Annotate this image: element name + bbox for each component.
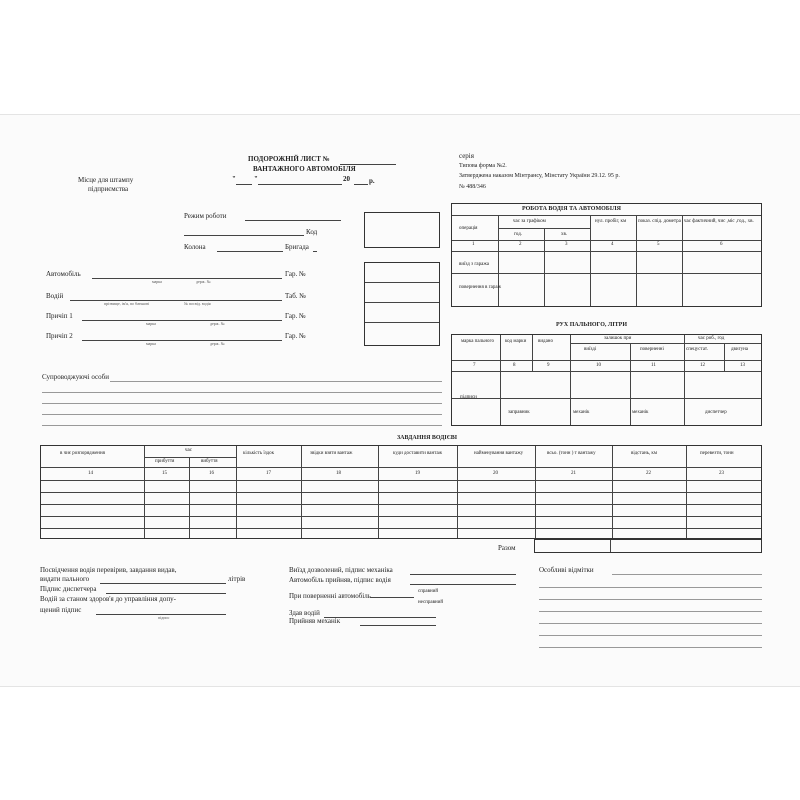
column-line [217, 251, 283, 252]
tt-total-label: Разом [498, 544, 516, 552]
escort-line-3 [42, 403, 442, 404]
trailer2-sub-brand: марка [146, 341, 156, 346]
bm-line-5: Прийняв механік [289, 617, 341, 625]
tt-col-arrival: прибуття [155, 459, 175, 464]
wt-col-min: хв. [561, 232, 568, 237]
bm-line-3: При поверненні автомобіль [289, 592, 371, 600]
ft-col-special: спецустат. [686, 347, 708, 352]
br-notes-line-4 [539, 611, 762, 612]
waybill-sheet [0, 114, 800, 687]
ft-col-departure: виїзді [584, 347, 597, 352]
title-line-1: ПОДОРОЖНІЙ ЛИСТ № [248, 155, 330, 163]
kod-label: Код [306, 228, 318, 236]
wt-row-return: повернення в гараж [459, 285, 502, 290]
tt-num-22: 22 [646, 471, 651, 476]
bl-line-3: Підпис диспетчера [40, 585, 97, 593]
escort-line-4 [42, 414, 442, 415]
car-label: Автомобіль [46, 270, 81, 278]
tt-num-17: 17 [266, 471, 271, 476]
tt-num-20: 20 [493, 471, 498, 476]
ft-sign-dispatcher: диспетчер [705, 410, 727, 415]
work-table-title: РОБОТА ВОДІЯ ТА АВТОМОБІЛЯ [522, 206, 621, 212]
tt-col-address-load: звідки взяти вантаж [310, 451, 353, 456]
ft-sign-label: підписи [460, 395, 477, 400]
br-notes-line-5 [539, 623, 762, 624]
bm-line-5-sign [360, 625, 436, 626]
driver-line [70, 300, 282, 301]
tasks-table [40, 445, 762, 539]
tt-col-cargo: найменування вантажу [474, 451, 524, 456]
ft-num-12: 12 [700, 363, 705, 368]
tt-num-16: 16 [209, 471, 214, 476]
br-notes-line-6 [539, 635, 762, 636]
ft-col-time: час роб., год [698, 336, 725, 341]
escort-line-1 [110, 381, 442, 382]
form-approved: Затверджена наказом Мінтрансу, Мінстату України 29.12. 95 р. [459, 173, 620, 179]
bm-line-3-sign [370, 597, 414, 598]
wt-num-3: 3 [565, 242, 568, 247]
trailer1-sub-brand: марка [146, 321, 156, 326]
car-sub-brand: марка [152, 279, 162, 284]
br-notes-line-2 [539, 587, 762, 588]
ft-num-11: 11 [651, 363, 656, 368]
wt-num-5: 5 [657, 242, 660, 247]
ft-col-residue: залишок при [604, 336, 632, 341]
wt-row-departure: виїзд з гаража [459, 262, 489, 267]
br-notes-label: Особливі відмітки [539, 566, 594, 574]
bm-line-3a: справний [418, 589, 439, 594]
wt-col-day: год. [514, 232, 523, 237]
ft-sign-refueler: заправник [508, 410, 530, 415]
kod-line [184, 235, 304, 236]
bl-line-2: видати пального [40, 575, 90, 583]
date-day-line [236, 184, 252, 185]
form-type: Типова форма №2. [459, 163, 507, 169]
tt-col-address-deliver: куди доставити вантаж [393, 451, 443, 456]
stamp-label-1: Місце для штампу [78, 176, 134, 184]
bl-dispatcher-line [106, 593, 226, 594]
bm-line-2-sign [410, 584, 516, 585]
trailer2-label: Причіп 2 [46, 332, 73, 340]
tt-total-box [534, 539, 762, 553]
trailer2-gar-label: Гар. № [285, 332, 306, 340]
tasks-table-title: ЗАВДАННЯ ВОДІЄВІ [397, 435, 458, 441]
date-year-line [354, 184, 368, 185]
tt-num-15: 15 [162, 471, 167, 476]
ft-num-10: 10 [596, 363, 601, 368]
tt-col-departure: вибуття [201, 459, 218, 464]
car-line [92, 278, 282, 279]
ft-num-8: 8 [513, 363, 516, 368]
tt-col-tonnkm: перевезти, тонн [700, 451, 734, 456]
tt-num-18: 18 [336, 471, 341, 476]
escort-line-5 [42, 425, 442, 426]
bm-line-4: Здав водій [289, 609, 320, 617]
tt-col-trips: кількість їздок [243, 451, 275, 456]
fuel-table-title: РУХ ПАЛЬНОГО, ЛІТРИ [556, 322, 627, 328]
ft-sign-mechanic: механік [573, 410, 590, 415]
driver-sub-name: прізвище, ім'я, по батькові [104, 301, 150, 306]
trailer2-line [82, 340, 282, 341]
bl-fuel-line [100, 583, 226, 584]
wt-col-odometer: нул. пробіг, км [595, 219, 627, 224]
form-number: № 488/346 [459, 184, 486, 190]
wt-col-schedule: час за графіком [513, 219, 546, 224]
code-box [364, 212, 440, 248]
brigade-label: Бригада [285, 243, 309, 251]
bm-line-1-sign [410, 574, 516, 575]
ft-col-brand: марка пального [461, 339, 494, 344]
wt-num-2: 2 [519, 242, 522, 247]
escort-line-2 [42, 392, 442, 393]
ft-col-return: поверненні [640, 347, 664, 352]
ft-sign-mechanic-2: механік [632, 410, 649, 415]
trailer1-label: Причіп 1 [46, 312, 73, 320]
bm-line-1: Виїзд дозволений, підпис механіка [289, 566, 393, 574]
date-close-quote: " [254, 175, 258, 183]
form-series: серія [459, 152, 474, 160]
date-r: р. [369, 177, 375, 185]
title-line-2: ВАНТАЖНОГО АВТОМОБІЛЯ [253, 165, 356, 173]
br-notes-line-1 [612, 574, 762, 575]
trailer1-sub-number: держ. № [210, 321, 225, 326]
driver-tab-label: Таб. № [285, 292, 306, 300]
wt-num-1: 1 [472, 242, 475, 247]
bl-line-1: Посвідчення водія перевірив, завдання видав, [40, 566, 177, 574]
tt-num-19: 19 [415, 471, 420, 476]
tt-num-14: 14 [88, 471, 93, 476]
bm-line-4-sign [324, 617, 436, 618]
trailer1-gar-label: Гар. № [285, 312, 306, 320]
trailer1-line [82, 320, 282, 321]
tt-col-time: час [185, 448, 192, 453]
tt-col-distance: відстань, км [631, 451, 658, 456]
wt-col-speedometer: показ. спід. дометра [638, 219, 681, 224]
bl-sub-signature: підпис [158, 615, 170, 620]
escort-label: Супроводжуючі особи [42, 373, 109, 381]
wt-num-4: 4 [611, 242, 614, 247]
bm-line-3b: несправний [418, 600, 444, 605]
ft-col-issued: видано [538, 339, 553, 344]
br-notes-line-7 [539, 647, 762, 648]
bm-line-2: Автомобіль прийняв, підпис водія [289, 576, 391, 584]
ft-num-13: 13 [740, 363, 745, 368]
column-label: Колона [184, 243, 206, 251]
br-notes-line-3 [539, 599, 762, 600]
brigade-line [313, 251, 317, 252]
bl-line-4: Водій за станом здоров'я до управління допу- [40, 595, 176, 603]
tt-num-23: 23 [719, 471, 724, 476]
driver-label: Водій [46, 292, 64, 300]
bl-line-5: щений підпис [40, 606, 82, 614]
tt-num-21: 21 [571, 471, 576, 476]
wt-col-operation: операція [459, 226, 478, 231]
work-mode-label: Режим роботи [184, 212, 227, 220]
tt-col-disposal: в чиє розпорядження [60, 451, 105, 456]
bl-line-2b: літрів [228, 575, 246, 583]
stamp-label-2: підприємства [88, 185, 129, 193]
tt-col-tons: всьо. (тонн ) т вантажу [547, 451, 596, 456]
date-month-line [258, 184, 342, 185]
date-year: 20 [343, 175, 350, 183]
trailer2-sub-number: держ. № [210, 341, 225, 346]
work-mode-line [245, 220, 341, 221]
ft-col-code: код марки [505, 339, 527, 344]
ft-col-engine: двигуна [731, 347, 749, 352]
ft-num-9: 9 [547, 363, 550, 368]
car-gar-label: Гар. № [285, 270, 306, 278]
ft-num-7: 7 [473, 363, 476, 368]
car-sub-number: держ. № [196, 279, 211, 284]
date-open-quote: " [232, 175, 236, 183]
wt-num-6: 6 [720, 242, 723, 247]
wt-col-actual: час фактичний, чис ,міс ,год., хв. [684, 219, 754, 224]
codes-column-box [364, 262, 440, 346]
driver-sub-license: № посвід. водія [184, 301, 211, 306]
